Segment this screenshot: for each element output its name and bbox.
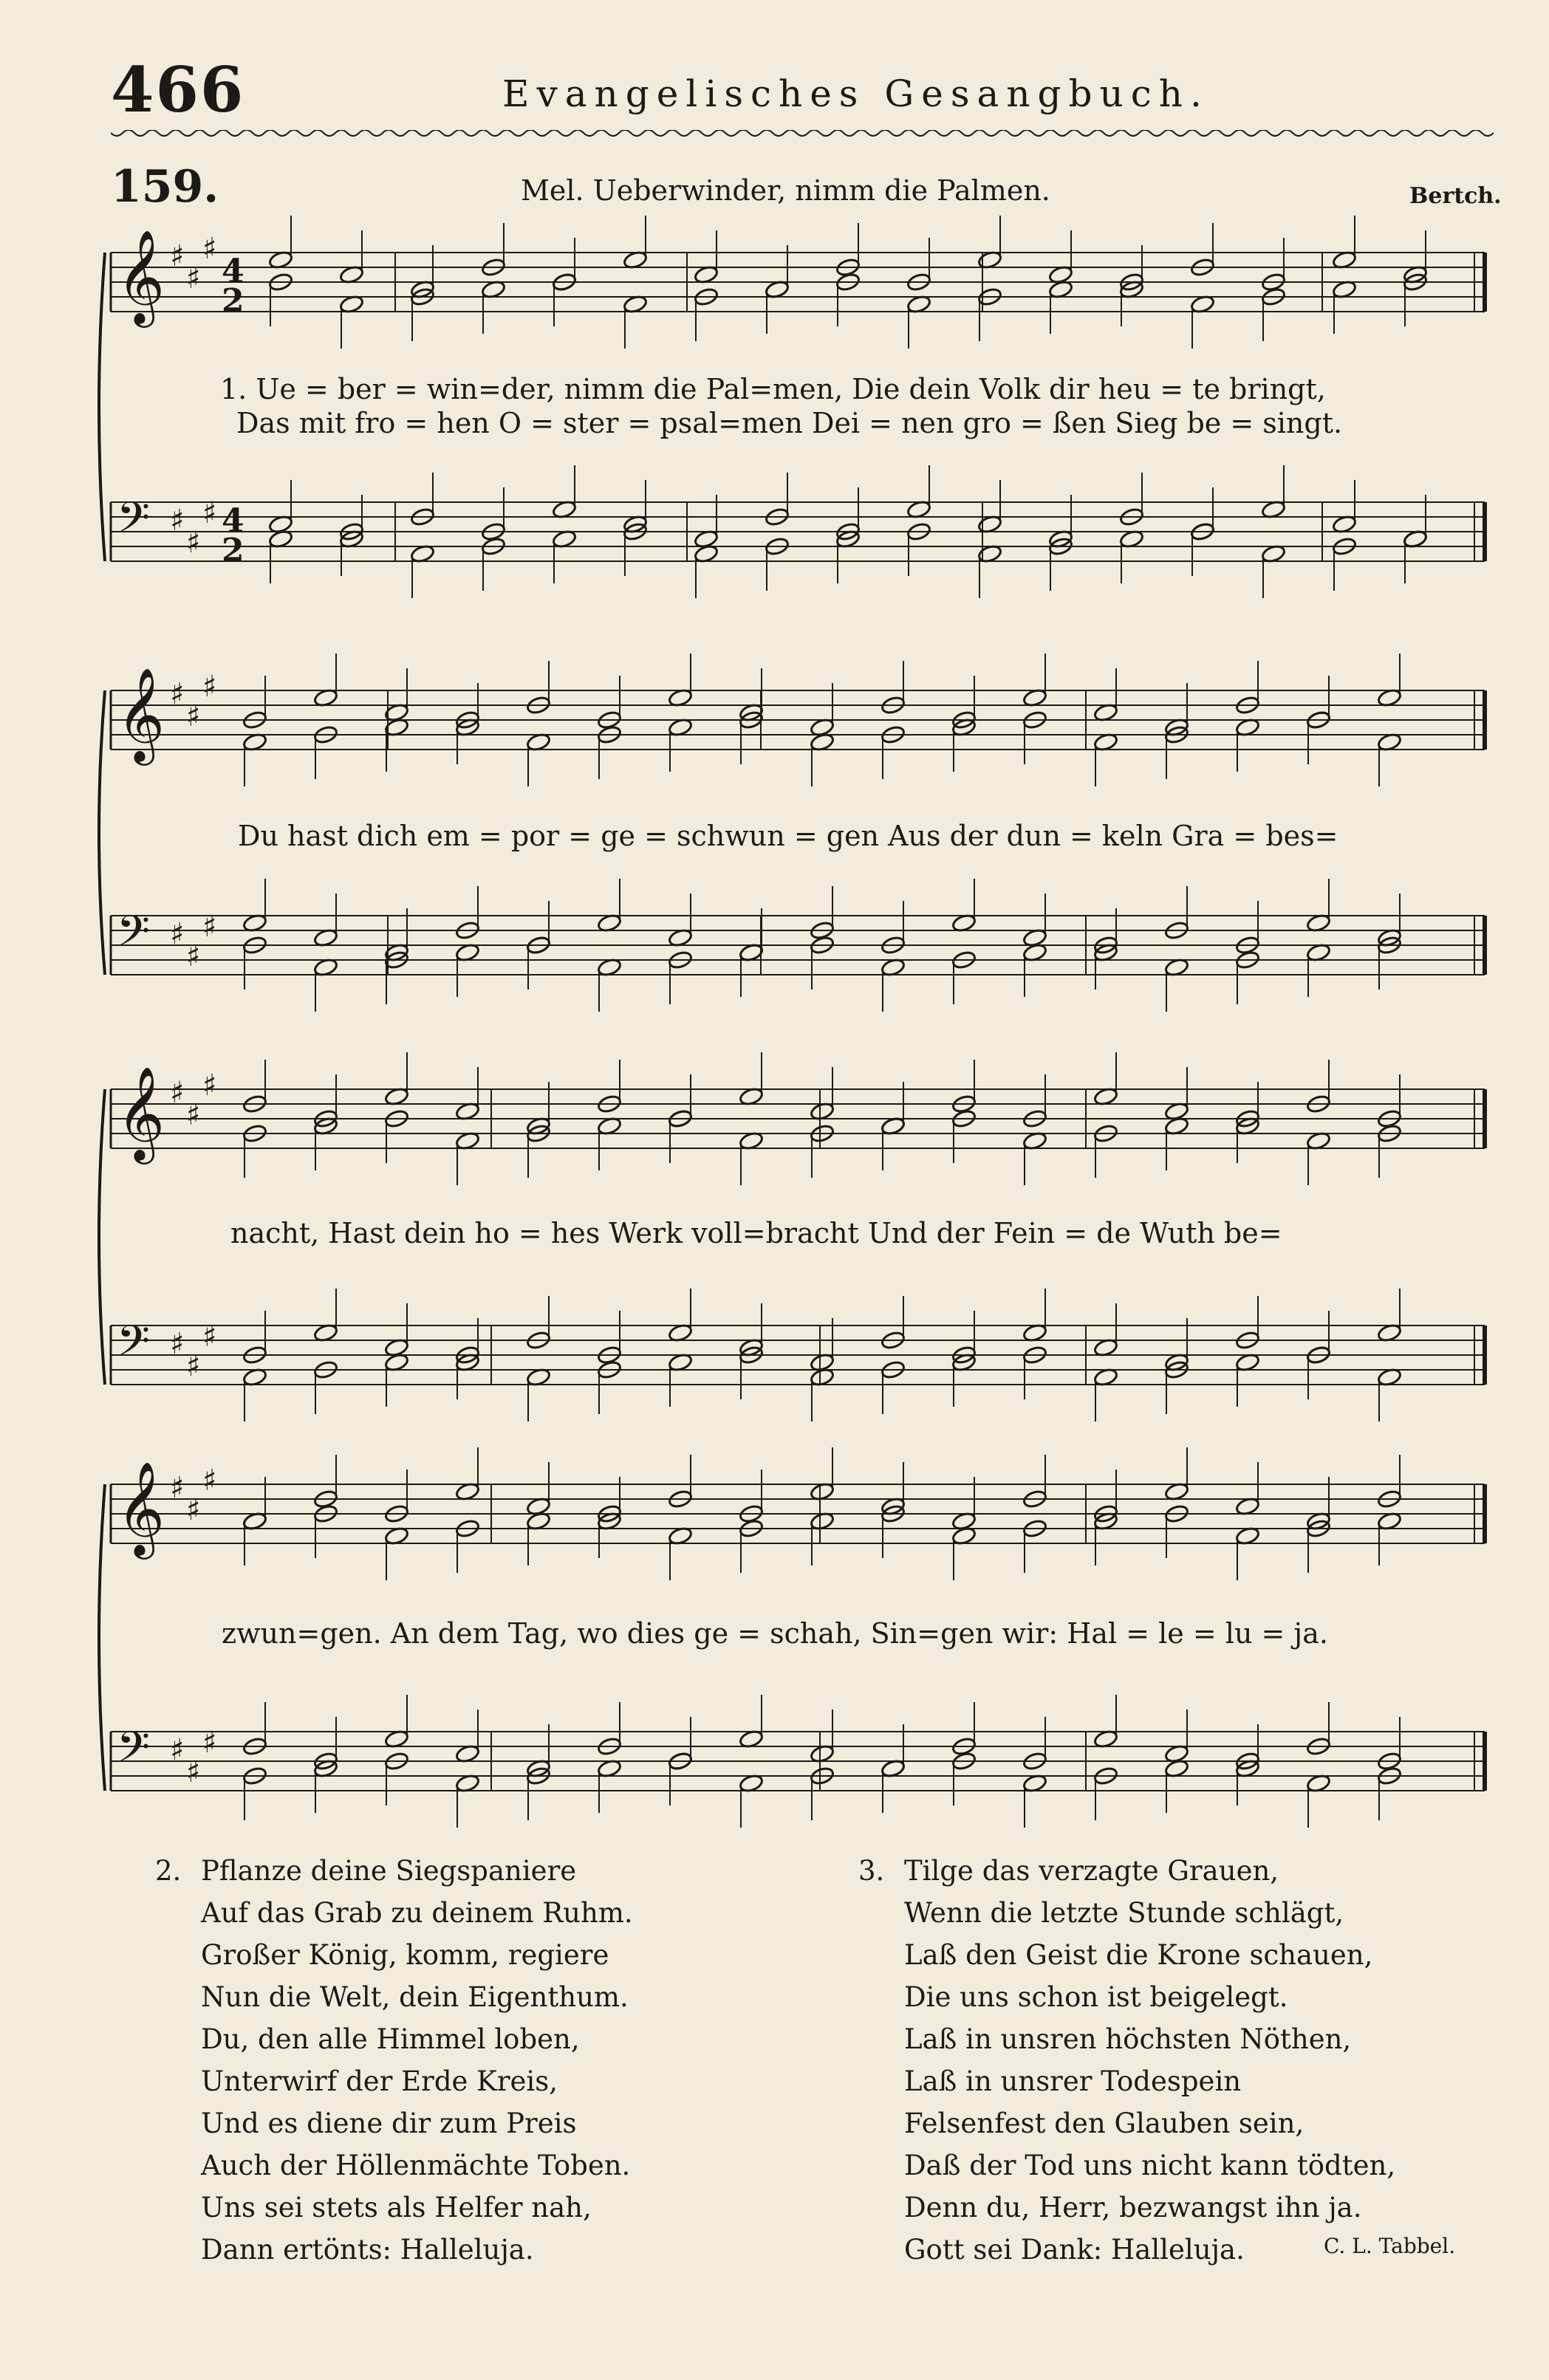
stanza-line: Laß in unsrer Todespein [904,2065,1242,2097]
stanza-line: Auch der Höllenmächte Toben. [201,2150,631,2181]
time-signature-denominator: 2 [222,532,245,569]
time-signature-numerator: 4 [222,253,245,290]
stanza-line: Du, den alle Himmel loben, [201,2023,580,2055]
melody-reference: Mel. Ueberwinder, nimm die Palmen. [521,174,1050,207]
sharp-icon: ♯ [170,1733,185,1767]
treble-clef-icon: 𝄞 [117,1461,165,1555]
stanza-line: Laß in unsren höchsten Nöthen, [904,2023,1352,2055]
stanza-line: Nun die Welt, dein Eigenthum. [201,1981,629,2013]
lyric-line-2: Das mit fro = hen O = ster = psal=men Dei = nen gro = ßen Sieg be = singt. [236,407,1343,439]
sharp-icon: ♯ [186,261,201,295]
stanza-line: Daß der Tod uns nicht kann tödten, [904,2150,1396,2181]
sharp-icon: ♯ [202,1726,217,1760]
sharp-icon: ♯ [202,1464,217,1498]
stanza-line: Auf das Grab zu deinem Ruhm. [201,1897,633,1929]
author: C. L. Tabbel. [1324,2234,1456,2258]
system-brace [99,1484,105,1791]
sharp-icon: ♯ [170,504,185,538]
sharp-icon: ♯ [202,496,217,530]
lyric-line-3: Du hast dich em = por = ge = schwun = gen Aus der dun = keln Gra = bes= [238,820,1338,852]
sharp-icon: ♯ [202,1320,217,1354]
page-number: 466 [111,53,245,126]
bass-clef-icon: 𝄢 [117,493,151,553]
sharp-icon: ♯ [170,677,185,711]
treble-clef-icon: 𝄞 [117,667,165,761]
sharp-icon: ♯ [202,670,217,704]
stanza-line: Uns sei stets als Helfer nah, [201,2192,592,2223]
sharp-icon: ♯ [186,526,201,560]
sharp-icon: ♯ [186,939,201,973]
running-title: Evangelisches Gesangbuch. [502,72,1209,115]
stanza-line: Felsenfest den Glauben sein, [904,2108,1304,2139]
sharp-icon: ♯ [202,232,217,266]
sharp-icon: ♯ [202,1069,217,1102]
stanza-3 [858,1850,1395,2271]
time-signature-numerator: 4 [222,502,245,540]
stanza-line: Wenn die letzte Stunde schlägt, [904,1897,1344,1929]
stanza-line: Dann ertönts: Halleluja. [201,2234,534,2266]
sharp-icon: ♯ [170,1471,185,1505]
treble-clef-icon: 𝄞 [117,1066,165,1160]
lyric-line-5: zwun=gen. An dem Tag, wo dies ge = schah, Sin=gen wir: Hal = le = lu = ja. [222,1617,1328,1650]
treble-clef-icon: 𝄞 [117,229,165,323]
sharp-icon: ♯ [186,1349,201,1383]
lyric-line-1: 1. Ue = ber = win=der, nimm die Pal=men, Die dein Volk dir heu = te bringt, [220,373,1326,405]
sharp-icon: ♯ [186,1098,201,1132]
sharp-icon: ♯ [186,1755,201,1789]
sharp-icon: ♯ [170,1327,185,1361]
composer: Bertch. [1409,183,1502,209]
hymn-number: 159. [111,161,219,213]
lyric-line-4: nacht, Hast dein ho = hes Werk voll=bracht Und der Fein = de Wuth be= [230,1217,1282,1249]
stanza-line: Tilge das verzagte Grauen, [904,1855,1279,1887]
system-brace [99,253,105,561]
stanza-3-number: 3. [858,1855,885,1887]
bass-clef-icon: 𝄢 [117,906,151,967]
sharp-icon: ♯ [186,699,201,733]
sharp-icon: ♯ [186,1493,201,1527]
bass-clef-icon: 𝄢 [117,1722,151,1783]
stanza-line: Und es diene dir zum Preis [201,2108,577,2139]
stanza-2 [155,1850,633,2271]
stanza-line: Laß den Geist die Krone schauen, [904,1939,1373,1971]
sharp-icon: ♯ [170,1076,185,1110]
stanza-line: Pflanze deine Siegspaniere [201,1855,577,1887]
stanza-2-number: 2. [155,1855,182,1887]
sharp-icon: ♯ [202,910,217,944]
sharp-icon: ♯ [170,917,185,951]
stanza-line: Gott sei Dank: Halleluja. [904,2234,1245,2266]
stanza-line: Unterwirf der Erde Kreis, [201,2065,558,2097]
system-brace [99,690,105,975]
time-signature-denominator: 2 [222,282,245,320]
stanza-line: Die uns schon ist beigelegt. [904,1981,1288,2013]
stanza-line: Großer König, komm, regiere [201,1939,609,1971]
bass-clef-icon: 𝄢 [117,1316,151,1376]
system-brace [99,1089,105,1385]
sharp-icon: ♯ [170,239,185,273]
stanza-line: Denn du, Herr, bezwangst ihn ja. [904,2192,1362,2223]
